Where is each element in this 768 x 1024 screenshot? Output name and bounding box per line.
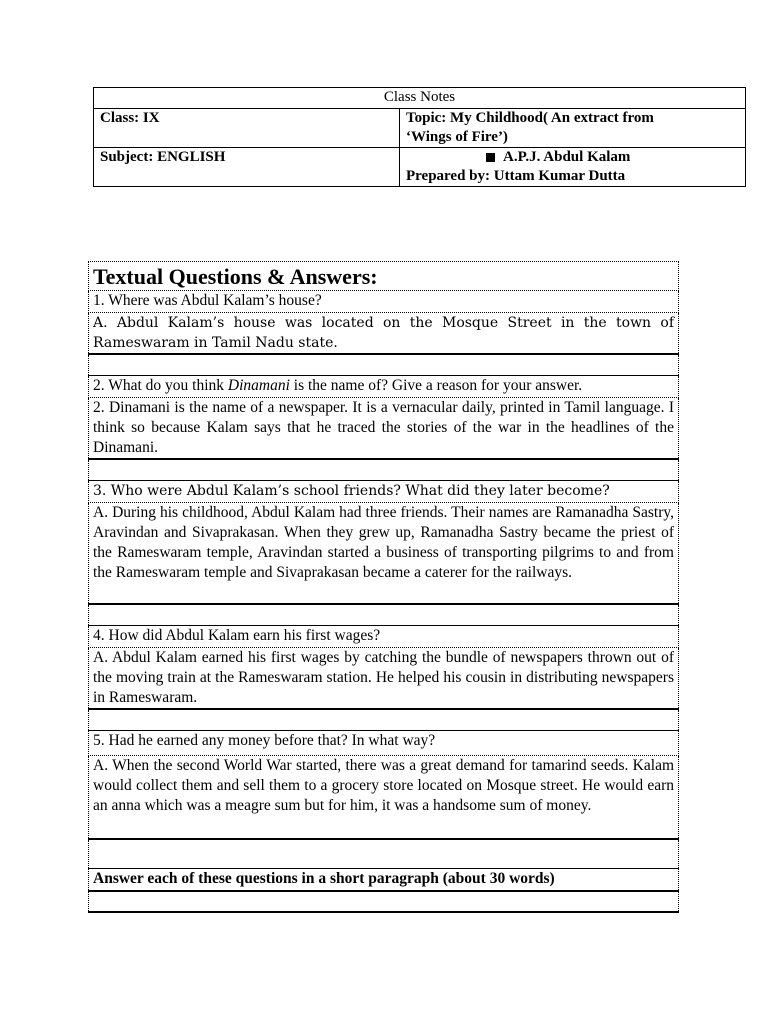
question-2-prefix: 2. What do you think: [93, 377, 228, 394]
topic-line-1: Topic: My Childhood( An extract from: [406, 110, 654, 126]
square-bullet-icon: [486, 153, 495, 162]
question-3: 3. Who were Abdul Kalam’s school friends? What did they later become?: [89, 481, 679, 503]
subject-label: Subject: ENGLISH: [94, 148, 400, 187]
topic-line-2: ‘Wings of Fire’): [406, 129, 508, 145]
blank-row: [89, 354, 679, 376]
author-cell: [400, 148, 746, 187]
instruction-row: Answer each of these questions in a short paragraph (about 30 words): [89, 869, 679, 892]
empty-last-row: [89, 891, 679, 912]
question-5: 5. Had he earned any money before that? In what way?: [89, 731, 679, 756]
blank-row: [89, 459, 679, 481]
answer-4: A. Abdul Kalam earned his first wages by catching the bundle of newspapers thrown out of the moving train at the Rameswaram station. He helped his cousin in distributing newspapers in Rameswaram.: [89, 648, 679, 710]
topic-cell: [400, 109, 746, 148]
prepared-by: Prepared by: Uttam Kumar Dutta: [406, 168, 626, 184]
class-notes-header-table: [93, 87, 746, 187]
answer-3: A. During his childhood, Abdul Kalam had three friends. Their names are Ramanadha Sastry, Aravindan and Sivaprakasan. When they grew up, Ramanadha Sastry became the priest of the Rameswaram temple, Aravindan started a business of transporting pilgrims to and from the Rameswaram temple and Sivaprakasan became a caterer for the railways.: [89, 503, 679, 605]
qa-table: [88, 261, 679, 913]
question-2-italic: Dinamani: [227, 377, 290, 394]
class-label: Class: IX: [94, 109, 400, 148]
blank-row: [89, 839, 679, 869]
qa-heading: Textual Questions & Answers:: [89, 262, 679, 291]
question-2: [89, 376, 679, 398]
blank-row: [89, 604, 679, 626]
answer-1: A. Abdul Kalam’s house was located on the Mosque Street in the town of Rameswaram in Tamil Nadu state.: [89, 313, 679, 355]
author-line: [406, 148, 739, 167]
author-name: A.P.J. Abdul Kalam: [503, 149, 631, 165]
class-notes-title: Class Notes: [94, 88, 746, 109]
blank-row: [89, 709, 679, 731]
question-4: 4. How did Abdul Kalam earn his first wages?: [89, 626, 679, 648]
question-1: 1. Where was Abdul Kalam’s house?: [89, 291, 679, 313]
answer-2: 2. Dinamani is the name of a newspaper. It is a vernacular daily, printed in Tamil language. I think so because Kalam says that he traced the stories of the war in the headlines of the Dinamani.: [89, 398, 679, 460]
answer-5: A. When the second World War started, there was a great demand for tamarind seeds. Kalam would collect them and sell them to a grocery store located on Mosque street. He would earn an anna which was a meagre sum but for him, it was a handsome sum of money.: [89, 756, 679, 840]
question-2-suffix: is the name of? Give a reason for your answer.: [289, 377, 583, 394]
